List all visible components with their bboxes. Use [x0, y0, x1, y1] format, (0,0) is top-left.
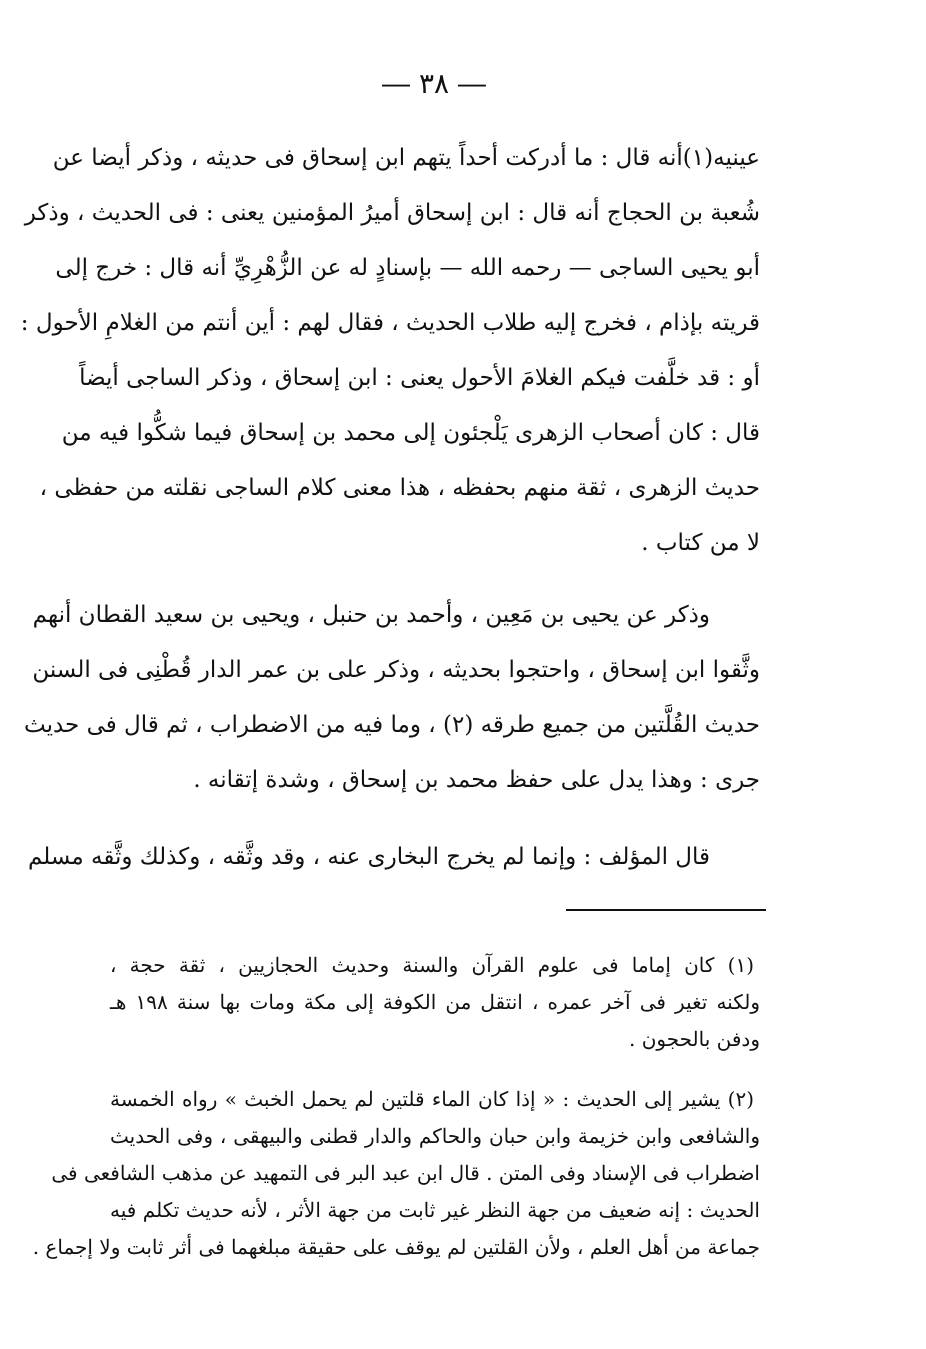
text-line: أبو يحيى الساجى — رحمه الله — بإسنادٍ له عن الزُّهْرِيِّ أنه قال : خرج إلى [55, 255, 760, 281]
text-line: جرى : وهذا يدل على حفظ محمد بن إسحاق ، وشدة إتقانه . [193, 767, 760, 793]
footnote-line: اضطراب فى الإسناد وفى المتن . قال ابن عبد البر فى التمهيد عن مذهب الشافعى فى [51, 1161, 760, 1185]
footnote-1 [110, 952, 760, 1063]
text-line: وذكر عن يحيى بن مَعِين ، وأحمد بن حنبل ، ويحيى بن سعيد القطان أنهم [32, 602, 710, 628]
text-line: شُعبة بن الحجاج أنه قال : ابن إسحاق أميرُ المؤمنين يعنى : فى الحديث ، وذكر [24, 200, 760, 226]
paragraph-isnad-reports [20, 143, 760, 583]
footnote-line: (٢) يشير إلى الحديث : « إذا كان الماء قلتين لم يحمل الخبث » رواه الخمسة [110, 1087, 754, 1111]
footnote-line: ولكنه تغير فى آخر عمره ، انتقل من الكوفة إلى مكة ومات بها سنة ١٩٨ هـ [110, 990, 761, 1014]
text-line: قريته بإذام ، فخرج إليه طلاب الحديث ، فقال لهم : أين أنتم من الغلامِ الأحول : [20, 310, 760, 336]
text-line: قال : كان أصحاب الزهرى يَلْجئون إلى محمد بن إسحاق فيما شكُّوا فيه من [61, 420, 760, 446]
page-number: ― ٣٨ ― [382, 67, 486, 100]
text-line: لا من كتاب . [641, 530, 760, 556]
text-line: قال المؤلف : وإنما لم يخرج البخارى عنه ، وقد وثَّقه ، وكذلك وثَّقه مسلم [27, 844, 710, 870]
paragraph-author-remark [27, 842, 760, 897]
footnote-line: (١) كان إماما فى علوم القرآن والسنة وحديث الحجازيين ، ثقة حجة ، [110, 953, 754, 977]
text-line: حديث القُلَّتين من جميع طرقه (٢) ، وما فيه من الاضطراب ، ثم قال فى حديث [23, 712, 760, 738]
text-line: عينيه(١)أنه قال : ما أدركت أحداً يتهم ابن إسحاق فى حديثه ، وذكر أيضا عن [52, 145, 760, 171]
text-line: حديث الزهرى ، ثقة منهم بحفظه ، هذا معنى كلام الساجى نقلته من حفظى ، [39, 475, 760, 501]
footnote-2 [32, 1086, 760, 1271]
footnote-line: ودفن بالحجون . [628, 1027, 760, 1051]
footnote-line: والشافعى وابن خزيمة وابن حبان والحاكم والدار قطنى والبيهقى ، وفى الحديث [110, 1124, 760, 1148]
footnote-separator [566, 909, 766, 911]
footnote-line: جماعة من أهل العلم ، ولأن القلتين لم يوقف على حقيقة مبلغهما فى أثر ثابت ولا إجماع . [32, 1235, 760, 1259]
text-line: وثَّقوا ابن إسحاق ، واحتجوا بحديثه ، وذكر على بن عمر الدار قُطْنِى فى السنن [32, 657, 760, 683]
paragraph-scholar-endorsements [23, 600, 760, 820]
footnote-line: الحديث : إنه ضعيف من جهة النظر غير ثابت من جهة الأثر ، لأنه حديث تكلم فيه [110, 1198, 760, 1222]
text-line: أو : قد خلَّفت فيكم الغلامَ الأحول يعنى : ابن إسحاق ، وذكر الساجى أيضاً [79, 365, 760, 391]
